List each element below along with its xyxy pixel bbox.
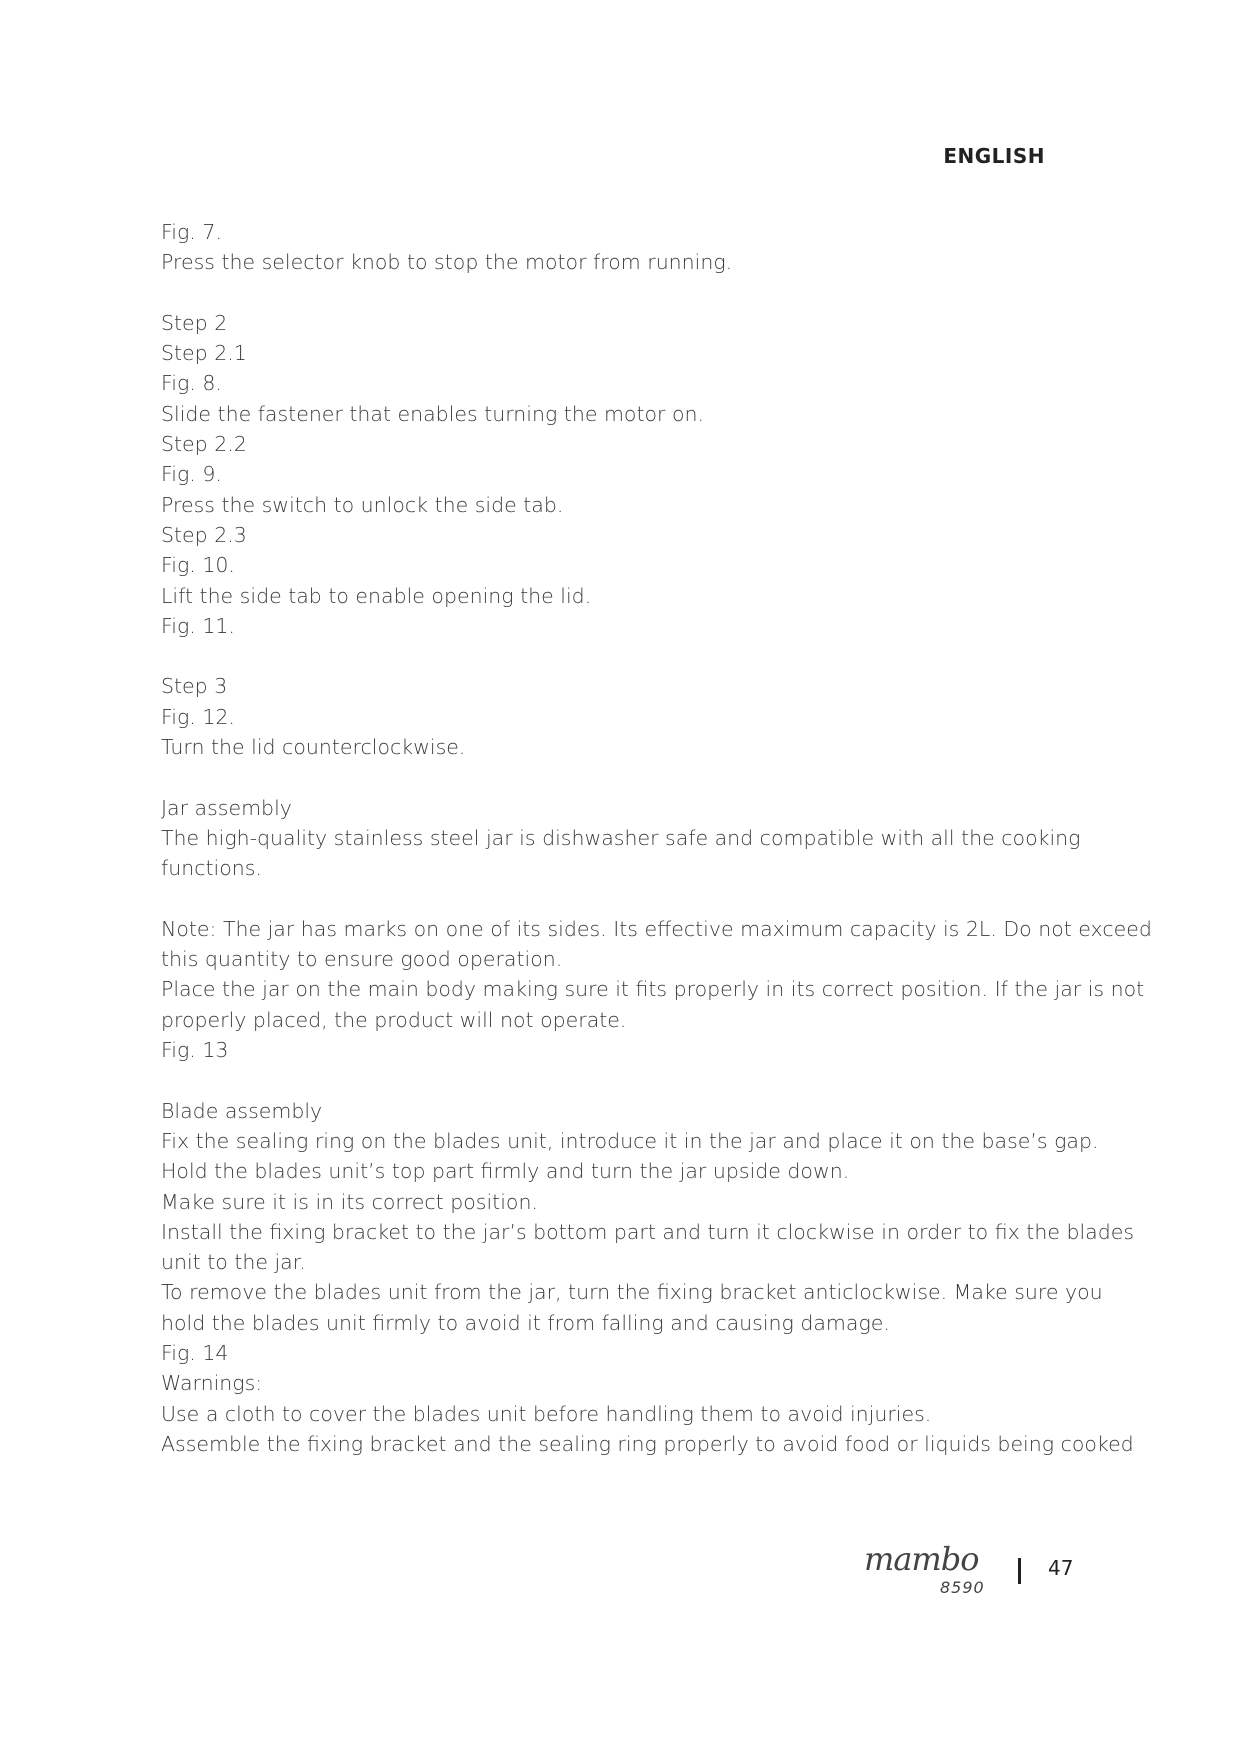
text-line: Fig. 12.: [161, 704, 235, 729]
text-line: Lift the side tab to enable opening the lid.: [161, 583, 592, 608]
blank-line: [161, 1065, 1106, 1095]
text-line: Step 3: [161, 674, 228, 699]
text-line: Fig. 8.: [161, 371, 222, 396]
text-line: Fig. 14: [161, 1340, 229, 1365]
text-line: Press the switch to unlock the side tab.: [161, 492, 564, 517]
text-line: Slide the fastener that enables turning the motor on.: [161, 401, 705, 426]
text-line: this quantity to ensure good operation.: [161, 947, 563, 972]
text-line: Step 2: [161, 310, 228, 335]
text-line: Fig. 7.: [161, 220, 222, 244]
text-line: unit to the jar.: [161, 1250, 306, 1275]
text-line: hold the blades unit firmly to avoid it from falling and causing damage.: [161, 1310, 890, 1335]
blank-line: [161, 641, 1106, 671]
text-line: Fix the sealing ring on the blades unit, introduce it in the jar and place it on the base’s gap.: [161, 1128, 1099, 1153]
blank-line: [161, 762, 1106, 792]
text-line: Install the fixing bracket to the jar’s bottom part and turn it clockwise in order to fix the blades: [161, 1219, 1135, 1244]
text-line: properly placed, the product will not operate.: [161, 1007, 627, 1032]
text-line: Step 2.3: [161, 522, 247, 547]
text-line: Make sure it is in its correct position.: [161, 1189, 538, 1214]
text-line: Fig. 9.: [161, 462, 222, 487]
page-footer: [860, 1540, 1100, 1610]
text-line: Turn the lid counterclockwise.: [161, 735, 466, 760]
document-body: [161, 217, 1152, 1459]
text-line: Place the jar on the main body making sure it fits properly in its correct position. If the jar is not: [161, 977, 1145, 1002]
blank-line: [161, 884, 1106, 914]
text-line: Fig. 11.: [161, 613, 235, 638]
blank-line: [161, 278, 1106, 308]
language-heading: ENGLISH: [943, 144, 1045, 168]
text-line: Hold the blades unit’s top part firmly and turn the jar upside down.: [161, 1159, 850, 1184]
text-line: Use a cloth to cover the blades unit before handling them to avoid injuries.: [161, 1401, 932, 1426]
text-line: functions.: [161, 856, 262, 881]
text-line: Jar assembly: [161, 795, 292, 820]
page-number: 47: [1048, 1556, 1074, 1580]
text-line: Step 2.2: [161, 432, 247, 457]
footer-separator: [1018, 1558, 1021, 1584]
brand-logo: [860, 1540, 1000, 1610]
brand-logo-script: mambo: [864, 1540, 979, 1578]
text-line: The high-quality stainless steel jar is dishwasher safe and compatible with all the cooking: [161, 825, 1081, 850]
text-line: Fig. 10.: [161, 553, 235, 578]
text-line: Warnings:: [161, 1371, 263, 1396]
text-line: Note: The jar has marks on one of its sides. Its effective maximum capacity is 2L. Do not exceed: [161, 916, 1152, 941]
text-line: Step 2.1: [161, 341, 247, 366]
text-line: Fig. 13: [161, 1038, 229, 1063]
text-line: To remove the blades unit from the jar, turn the fixing bracket anticlockwise. Make sure you: [161, 1280, 1103, 1305]
text-line: Blade assembly: [161, 1098, 323, 1123]
text-line: Press the selector knob to stop the motor from running.: [161, 250, 733, 275]
brand-logo-model-number: 8590: [940, 1578, 985, 1597]
text-line: Assemble the fixing bracket and the sealing ring properly to avoid food or liquids being cooked: [161, 1431, 1134, 1456]
